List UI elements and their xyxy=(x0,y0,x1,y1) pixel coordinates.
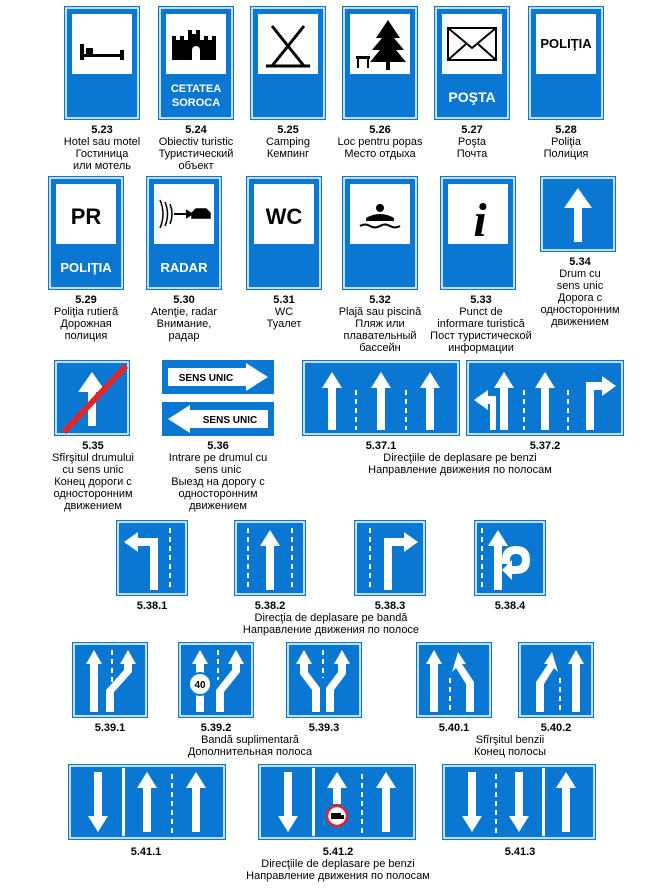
sign-5-37-1 xyxy=(302,360,460,436)
sign-5-38-1 xyxy=(116,520,188,596)
caption-5-40-2: 5.40.2 xyxy=(540,722,572,734)
sign-5-39-3 xyxy=(286,642,362,718)
group-538-text: Direcţia de deplasare pe bandă Направление движения по полосе xyxy=(242,612,420,636)
label-soroca: SOROCA xyxy=(171,97,221,109)
group-541-text: Direcţiile de deplasare pe benzi Направление движения по полосам xyxy=(246,858,430,882)
sign-5-38-4 xyxy=(474,520,546,596)
caption-5-38-3: 5.38.3 xyxy=(374,600,406,612)
sign-5-29 xyxy=(48,176,124,290)
caption-5-37-2: 5.37.2 xyxy=(529,440,561,452)
group-537-text: Direcţiile de deplasare pe benzi Направление движения по полосам xyxy=(368,452,552,476)
caption-5-33: 5.33 Punct de informare turistică Пост туристической информации xyxy=(430,294,532,354)
caption-5-41-3: 5.41.3 xyxy=(504,846,536,858)
caption-5-29: 5.29 Poliţia rutieră Дорожная полиция xyxy=(53,294,119,342)
caption-5-39-1: 5.39.1 xyxy=(94,722,126,734)
group-540-text: Sfîrşitul benzii Конец полосы xyxy=(474,734,546,758)
caption-5-40-1: 5.40.1 xyxy=(438,722,470,734)
sign-5-32 xyxy=(342,176,418,290)
caption-5-37-1: 5.37.1 xyxy=(365,440,397,452)
label-pr: PR xyxy=(70,204,102,229)
caption-5-31: 5.31 WC Туалет xyxy=(266,294,302,330)
caption-5-23: 5.23 Hotel sau motel Гостиница или мотель xyxy=(63,124,141,172)
svg-text:i: i xyxy=(473,194,487,247)
sign-5-28 xyxy=(528,6,604,120)
sign-5-35 xyxy=(54,360,130,436)
caption-5-39-3: 5.39.3 xyxy=(308,722,340,734)
sign-5-39-2 xyxy=(178,642,254,718)
info-icon xyxy=(473,194,487,247)
label-radar: RADAR xyxy=(160,260,208,275)
sign-5-27 xyxy=(434,6,510,120)
sign-5-41-2 xyxy=(258,764,416,840)
caption-5-28: 5.28 Poliţia Полиция xyxy=(543,124,589,160)
sign-5-23 xyxy=(64,6,140,120)
group-539-text: Bandă suplimentară Дополнительная полоса xyxy=(187,734,313,758)
label-cetatea: CETATEA xyxy=(170,83,222,95)
sign-5-36 xyxy=(162,360,274,436)
caption-5-41-1: 5.41.1 xyxy=(130,846,162,858)
sign-5-39-1 xyxy=(72,642,148,718)
caption-5-39-2: 5.39.2 xyxy=(200,722,232,734)
label-posta: POŞTA xyxy=(448,89,496,105)
label-wc: WC xyxy=(265,204,303,229)
label-politia-2: POLIŢIA xyxy=(60,260,112,275)
caption-5-38-4: 5.38.4 xyxy=(494,600,526,612)
sign-5-40-1 xyxy=(416,642,492,718)
caption-5-36: 5.36 Intrare pe drumul cu sens unic Выезд на дорогу с односторонним движением xyxy=(168,440,268,512)
svg-text:40: 40 xyxy=(194,680,206,691)
caption-5-26: 5.26 Loc pentru popas Место отдыха xyxy=(337,124,423,160)
sign-5-30 xyxy=(146,176,222,290)
label-sens-unic-1: SENS UNIC xyxy=(178,373,234,384)
caption-5-27: 5.27 Poşta Почта xyxy=(456,124,488,160)
caption-5-25: 5.25 Camping Кемпинг xyxy=(265,124,311,160)
caption-5-32: 5.32 Plajă sau piscină Пляж или плавательный бассейн xyxy=(338,294,422,354)
sign-5-34 xyxy=(540,176,616,252)
sign-5-24 xyxy=(158,6,234,120)
caption-5-38-1: 5.38.1 xyxy=(136,600,168,612)
caption-5-30: 5.30 Atenţie, radar Внимание, радар xyxy=(150,294,218,342)
sign-5-31 xyxy=(246,176,322,290)
sign-5-41-1 xyxy=(68,764,226,840)
caption-5-24: 5.24 Obiectiv turistic Туристический объект xyxy=(158,124,234,172)
caption-5-34: 5.34 Drum cu sens unic Дорога с односторонним движением xyxy=(540,256,620,328)
sign-5-38-2 xyxy=(234,520,306,596)
caption-5-38-2: 5.38.2 xyxy=(254,600,286,612)
sign-5-41-3 xyxy=(442,764,596,840)
sign-5-37-2 xyxy=(466,360,624,436)
caption-5-41-2: 5.41.2 xyxy=(322,846,354,858)
label-politia: POLIŢIA xyxy=(540,36,592,51)
sign-5-38-3 xyxy=(354,520,426,596)
sign-5-40-2 xyxy=(518,642,594,718)
sign-5-33 xyxy=(440,176,516,290)
caption-5-35: 5.35 Sfîrşitul drumului cu sens unic Конец дороги с односторонним движением xyxy=(52,440,134,512)
sign-5-26 xyxy=(342,6,418,120)
envelope-icon xyxy=(448,28,496,60)
sign-5-25 xyxy=(250,6,326,120)
label-sens-unic-2: SENS UNIC xyxy=(202,415,258,426)
